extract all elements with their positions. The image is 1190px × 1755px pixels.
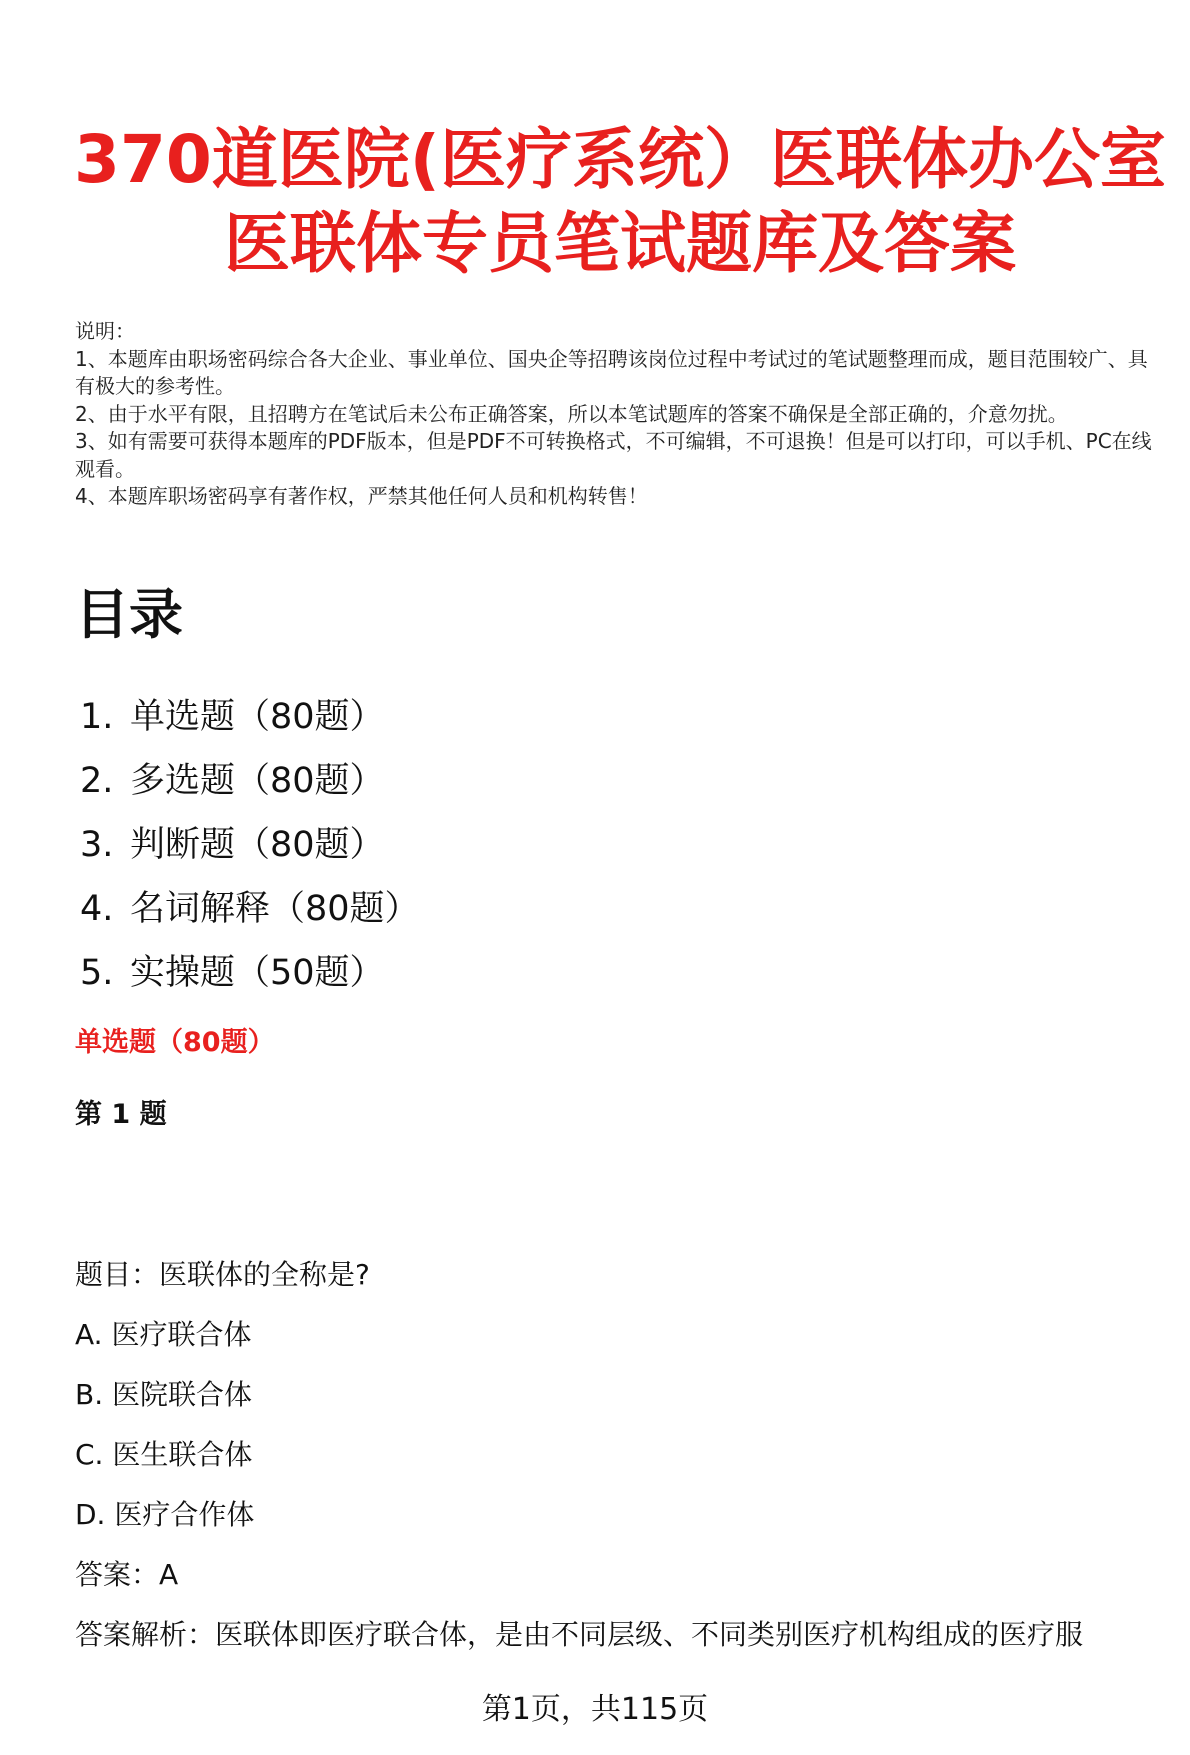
page-footer: 第1页，共115页 (481, 1692, 709, 1727)
toc-item-number: 5. (80, 953, 114, 993)
toc-item-label: 实操题（50题） (130, 953, 385, 993)
toc-item-number: 4. (80, 889, 114, 929)
question-stem: 题目：医联体的全称是? (75, 1258, 370, 1291)
notes-block (75, 318, 1155, 511)
note-item-2: 2、由于水平有限，且招聘方在笔试后未公布正确答案，所以本笔试题库的答案不确保是全部正确的，介意勿扰。 (75, 401, 1068, 426)
section-title: 单选题（80题） (75, 1027, 275, 1058)
toc-item-term-explanation[interactable] (80, 877, 420, 941)
note-item-1: 1、本题库由职场密码综合各大企业、事业单位、国央企等招聘该岗位过程中考试过的笔试题整理而成，题目范围较广、具有极大的参考性。 (75, 346, 1148, 398)
question-number: 第 1 题 (75, 1099, 167, 1130)
toc-item-number: 1. (80, 697, 114, 737)
option-c: C. 医生联合体 (75, 1438, 253, 1471)
option-d: D. 医疗合作体 (75, 1498, 255, 1531)
note-item-3: 3、如有需要可获得本题库的PDF版本，但是PDF不可转换格式，不可编辑，不可退换！但是可以打印，可以手机、PC在线观看。 (75, 429, 1152, 481)
toc-item-number: 2. (80, 761, 114, 801)
toc-item-number: 3. (80, 825, 114, 865)
notes-heading: 说明： (75, 319, 135, 343)
toc-item-true-false[interactable] (80, 813, 420, 877)
toc-list (80, 685, 420, 1005)
toc-item-label: 判断题（80题） (130, 825, 385, 865)
toc-item-label: 多选题（80题） (130, 761, 385, 801)
note-item-4: 4、本题库职场密码享有著作权，严禁其他任何人员和机构转售！ (75, 484, 648, 508)
toc-item-single-choice[interactable] (80, 685, 420, 749)
toc-item-label: 单选题（80题） (130, 697, 385, 737)
question-block (75, 1245, 1165, 1665)
toc-item-multiple-choice[interactable] (80, 749, 420, 813)
toc-item-practical[interactable] (80, 941, 420, 1005)
toc-item-label: 名词解释（80题） (130, 889, 420, 929)
option-b: B. 医院联合体 (75, 1378, 253, 1411)
answer: 答案：A (75, 1558, 179, 1591)
option-a: A. 医疗联合体 (75, 1318, 252, 1351)
document-title: 370道医院(医疗系统）医联体办公室医联体专员笔试题库及答案 (74, 121, 1166, 282)
toc-heading: 目录 (75, 583, 183, 646)
answer-explanation: 答案解析：医联体即医疗联合体，是由不同层级、不同类别医疗机构组成的医疗服 (75, 1618, 1084, 1651)
